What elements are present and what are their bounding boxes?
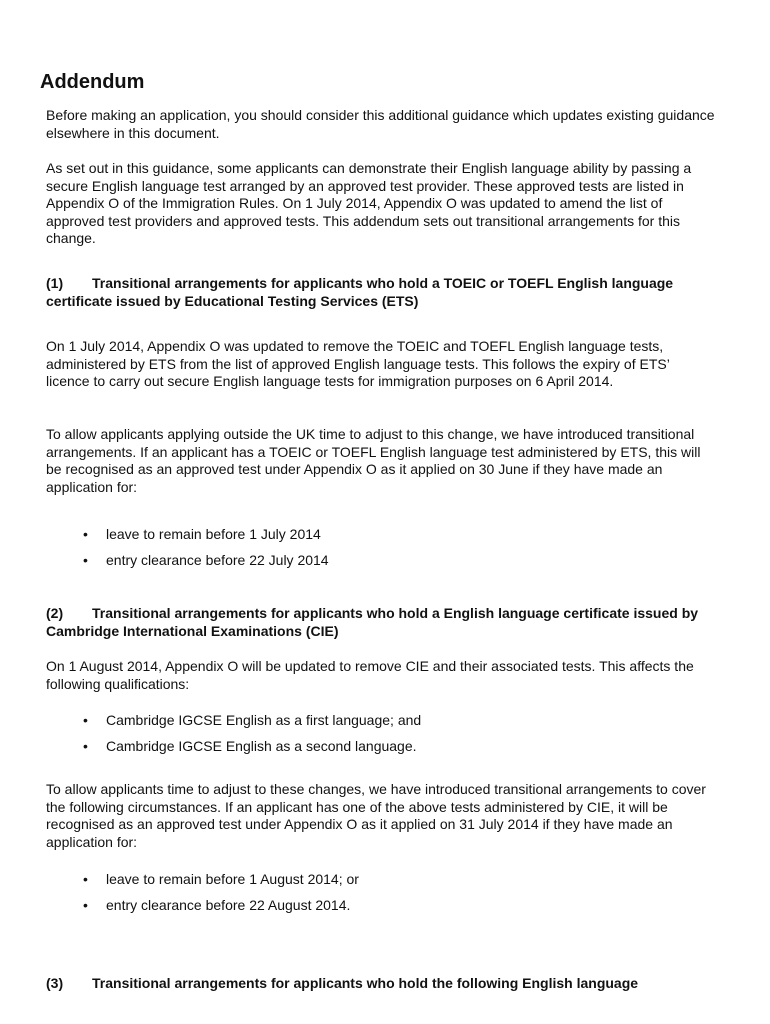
bullet-icon: • — [83, 738, 88, 754]
section-1-number: (1) — [46, 275, 64, 291]
bullet-icon: • — [83, 526, 88, 542]
section-2-heading-text: Transitional arrangements for applicants who hold a English language certificate issued by Cambridge International Examinations (CIE) — [46, 605, 699, 639]
page-title: Addendum — [40, 71, 145, 93]
section-2-qualification-1 — [83, 712, 421, 730]
section-1-heading-text: Transitional arrangements for applicants who hold a TOEIC or TOEFL English language certificate issued by Educational Testing Services (ETS) — [46, 275, 674, 309]
intro-paragraph-1: Before making an application, you should consider this additional guidance which updates existing guidance elsewhere in this document. — [46, 107, 715, 141]
section-2-qualification-2 — [83, 738, 417, 756]
section-1-bullet-2 — [83, 552, 329, 570]
section-1-heading — [46, 275, 716, 310]
bullet-icon: • — [83, 897, 88, 913]
section-1-bullet-2-text: entry clearance before 22 July 2014 — [106, 552, 329, 568]
section-3-heading-text: Transitional arrangements for applicants who hold the following English language — [92, 975, 639, 991]
bullet-icon: • — [83, 871, 88, 887]
section-2-bullet-1-text: leave to remain before 1 August 2014; or — [106, 871, 359, 887]
section-2-heading — [46, 605, 716, 640]
section-1-paragraph-2: To allow applicants applying outside the UK time to adjust to this change, we have introduced transitional arrangements. If an applicant has a TOEIC or TOEFL English language test administered by ETS, this will be recognised as an approved test under Appendix O as it applied on 30 June if they have made an application for: — [46, 426, 701, 495]
section-1-paragraph-1: On 1 July 2014, Appendix O was updated to remove the TOEIC and TOEFL English language tests, administered by ETS from the list of approved English language tests. This follows the expiry of ETS’ licence to carry out secure English language tests for immigration purposes on 6 April 2014. — [46, 338, 670, 390]
section-3-heading — [46, 975, 716, 993]
bullet-icon: • — [83, 552, 88, 568]
section-2-bullet-1 — [83, 871, 359, 889]
section-2-qualification-1-text: Cambridge IGCSE English as a first language; and — [106, 712, 422, 728]
section-3-number: (3) — [46, 975, 64, 991]
section-2-paragraph-1: On 1 August 2014, Appendix O will be updated to remove CIE and their associated tests. This affects the following qualifications: — [46, 658, 694, 692]
section-2-number: (2) — [46, 605, 64, 621]
intro-paragraph-2: As set out in this guidance, some applicants can demonstrate their English language ability by passing a secure English language test arranged by an approved test provider. These approved tests are listed in Appendix O of the Immigration Rules. On 1 July 2014, Appendix O was updated to amend the list of approved test providers and approved tests. This addendum sets out transitional arrangements for this change. — [46, 160, 692, 247]
section-1-bullet-1 — [83, 526, 321, 544]
section-2-paragraph-2: To allow applicants time to adjust to these changes, we have introduced transitional arrangements to cover the following circumstances. If an applicant has one of the above tests administered by CIE, it will be recognised as an approved test under Appendix O as it applied on 31 July 2014 if they have made an application for: — [46, 781, 706, 850]
section-2-bullet-2-text: entry clearance before 22 August 2014. — [106, 897, 351, 913]
section-2-bullet-2 — [83, 897, 350, 915]
section-1-bullet-1-text: leave to remain before 1 July 2014 — [106, 526, 321, 542]
section-2-qualification-2-text: Cambridge IGCSE English as a second language. — [106, 738, 417, 754]
bullet-icon: • — [83, 712, 88, 728]
